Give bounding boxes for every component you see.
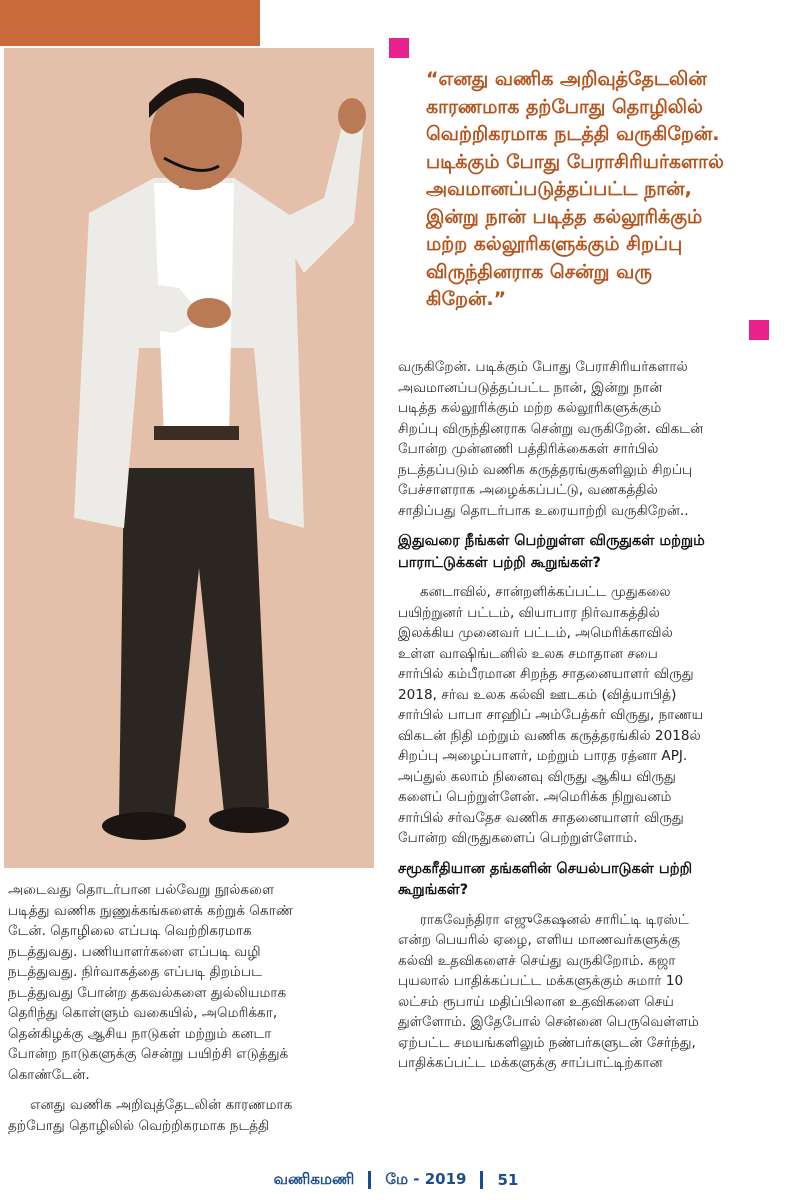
footer-separator: [368, 1171, 371, 1189]
right-paragraph-2: கனடாவில், சான்றளிக்கப்பட்ட முதுகலை பயிற்றுனர் பட்டம், வியாபார நிர்வாகத்தில் இலக்கிய முனைவர் பட்டம், அமெரிக்காவில் உள்ள வாஷிங்டனில் உலக சமாதான சபை சார்பில் கம்பீரமான சிறந்த சாதனையாளர் விருது 2018, சர்வ உலக கல்வி ஊடகம் (வித்யாபித்) சார்பில் பாபா சாஹிப் அம்பேத்கர் விருது, நாணய விகடன் நிதி மற்றும் வணிக கருத்தரங்கில் 2018ல் சிறப்பு அழைப்பாளர், மற்றும் பாரத ரத்னா APJ. அப்துல் கலாம் நினைவு விருது ஆகிய விருது களைப் பெற்றுள்ளேன். அமெரிக்க நிறுவனம் சார்பில் சர்வதேச வணிக சாதனையாளர் விருது போன்ற விருதுகளைப் பெற்றுள்ளோம்.: [398, 584, 704, 846]
top-color-bar: [0, 0, 260, 46]
accent-square-top: [389, 38, 409, 58]
right-paragraph-3: ராகவேந்திரா எஜுகேஷனல் சாரிட்டி டிரஸ்ட் என்ற பெயரில் ஏழை, எளிய மாணவர்களுக்கு கல்வி உதவிகளைச் செய்து வருகிறோம். கஜா புயலால் பாதிக்கப்பட்ட மக்களுக்கும் சுமார் 10 லட்சம் ரூபாய் மதிப்பிலான உதவிகளை செய் துள்ளோம். இதேபோல் சென்னை பெருவெள்ளம் ஏற்பட்ட சமயங்களிலும் நண்பர்களுடன் சேர்ந்து, பாதிக்கப்பட்ட மக்களுக்கு சாப்பாட்டிற்கான: [398, 911, 699, 1071]
page-number: 51: [497, 1171, 519, 1189]
magazine-name: வணிகமணி: [273, 1170, 355, 1188]
left-paragraph-1: அடைவது தொடர்பான பல்வேறு நூல்களை படித்து வணிக நுணுக்கங்களைக் கற்றுக் கொண் டேன். தொழிலை எப்படி வெற்றிகரமாக நடத்துவது. பணியாளர்களை எப்படி வழி நடத்துவது. நிர்வாகத்தை எப்படி திறம்பட நடத்துவது போன்ற தகவல்களை துல்லியமாக தெரிந்து கொள்ளும் வகையில், அமெரிக்கா, தென்கிழக்கு ஆசிய நாடுகள் மற்றும் கனடா போன்ற நாடுகளுக்கு சென்று பயிற்சி எடுத்துக் கொண்டேன்.: [8, 882, 294, 1083]
speaker-photo: [4, 48, 374, 868]
right-paragraph-1: வருகிறேன். படிக்கும் போது பேராசிரியர்களால் அவமானப்படுத்தப்பட்ட நான், இன்று நான் படித்த கல்லூரிக்கும் மற்ற கல்லூரிகளுக்கும் சிறப்பு விருந்தினராக சென்று வருகிறேன். விகடன் போன்ற முன்னணி பத்திரிக்கைகள் சார்பில் நடத்தப்படும் வணிக கருத்தரங்குகளிலும் சிறப்பு பேச்சாளராக அழைக்கப்பட்டு, வணகத்தில் சாதிப்பது தொடர்பாக உரையாற்றி வருகிறேன்..: [398, 359, 704, 519]
page-footer: [0, 1160, 792, 1200]
speaker-illustration: [4, 48, 374, 868]
accent-square-bottom: [749, 320, 769, 340]
question-social: சமூகரீதியான தங்களின் செயல்பாடுகள் பற்றி கூறுங்கள்?: [398, 860, 693, 898]
issue-date: மே - 2019: [385, 1170, 467, 1188]
left-column: [8, 880, 368, 1136]
footer-separator: [480, 1171, 483, 1189]
question-awards: இதுவரை நீங்கள் பெற்றுள்ள விருதுகள் மற்றும் பாராட்டுக்கள் பற்றி கூறுங்கள்?: [398, 533, 705, 571]
left-paragraph-2: எனது வணிக அறிவுத்தேடலின் காரணமாக தற்போது தொழிலில் வெற்றிகரமாக நடத்தி: [8, 1097, 293, 1134]
right-column: [398, 357, 778, 1074]
pull-quote: “எனது வணிக அறிவுத்தேடலின் காரணமாக தற்போது தொழிலில் வெற்றிகரமாக நடத்தி வருகிறேன். படிக்கும் போது பேராசிரியர்களால் அவமானப்படுத்தப்பட்ட நான், இன்று நான் படித்த கல்லூரிக்கும் மற்ற கல்லூரிகளுக்கும் சிறப்பு விருந்தினராக சென்று வரு கிறேன்.”: [426, 68, 724, 310]
